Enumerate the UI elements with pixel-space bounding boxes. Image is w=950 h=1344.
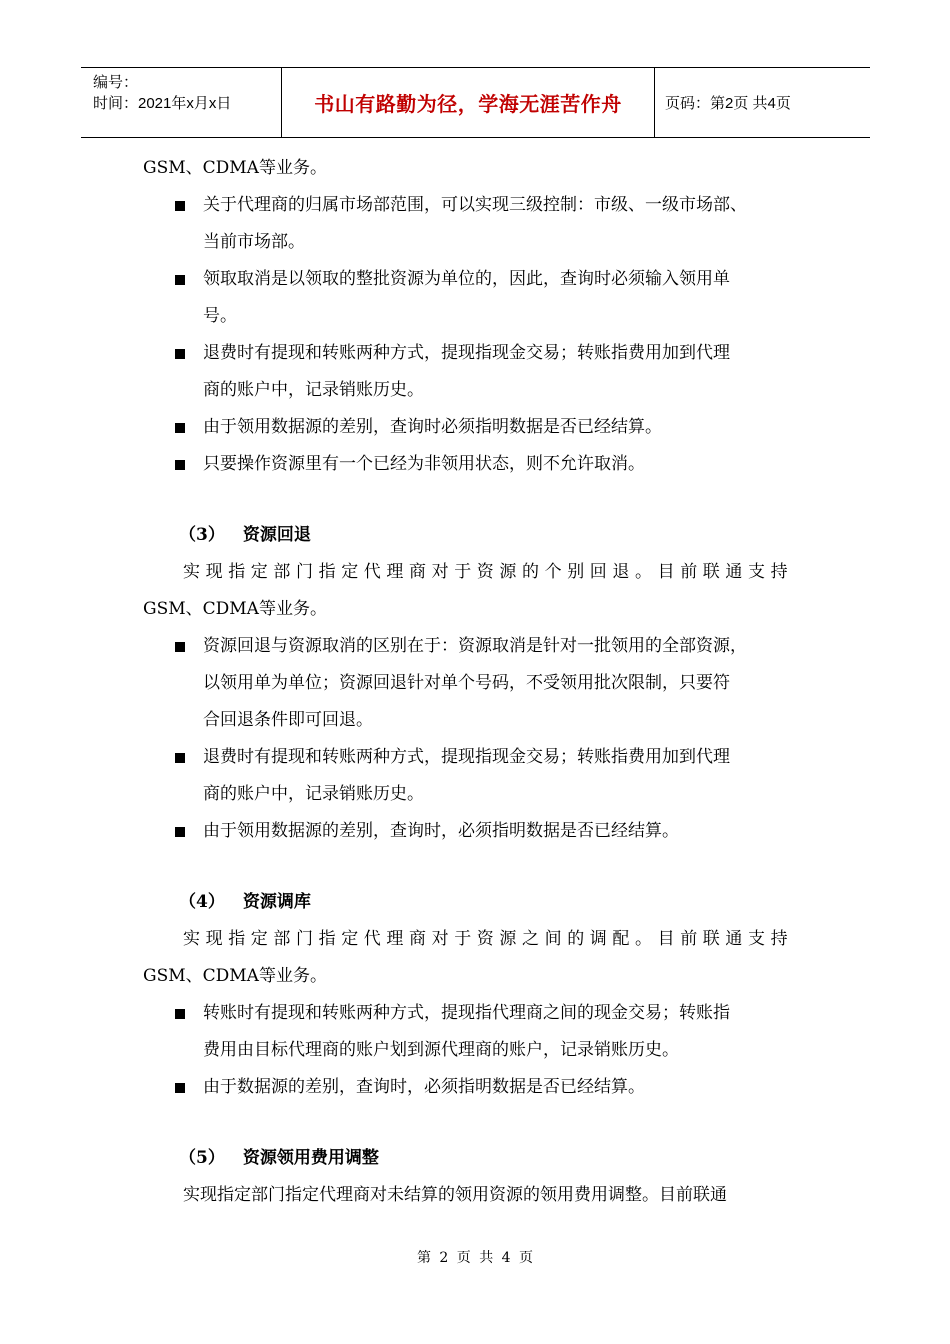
paragraph: GSM、CDMA等业务。 (143, 966, 327, 986)
page-footer: 第 2 页 共 4 页 (416, 1250, 534, 1266)
list-item: 由于领用数据源的差别，查询时必须指明数据是否已经结算。 (143, 409, 823, 446)
square-bullet-icon (175, 423, 185, 433)
list-item: 由于数据源的差别，查询时，必须指明数据是否已经结算。 (143, 1069, 823, 1106)
time-label: 时间：2021年x月x日 (93, 95, 232, 112)
header-left-cell (81, 68, 282, 137)
section-heading: （4） 资源调库 (179, 892, 311, 912)
header-motto: 书山有路勤为径，学海无涯苦作舟 (282, 68, 655, 137)
list-item: 由于领用数据源的差别，查询时，必须指明数据是否已经结算。 (143, 813, 823, 850)
list-item: 只要操作资源里有一个已经为非领用状态，则不允许取消。 (143, 446, 823, 483)
list-item: 转账时有提现和转账两种方式，提现指代理商之间的现金交易；转账指 费用由目标代理商的账户划到源代理商的账户，记录销账历史。 (143, 995, 823, 1069)
paragraph: 实现指定部门指定代理商对未结算的领用资源的领用费用调整。目前联通 (183, 1185, 727, 1205)
list-item: 退费时有提现和转账两种方式，提现指现金交易；转账指费用加到代理 商的账户中，记录销账历史。 (143, 739, 823, 813)
list-item: 退费时有提现和转账两种方式，提现指现金交易；转账指费用加到代理 商的账户中，记录销账历史。 (143, 335, 823, 409)
list-item: 关于代理商的归属市场部范围，可以实现三级控制：市级、一级市场部、 当前市场部。 (143, 187, 823, 261)
list-item: 领取取消是以领取的整批资源为单位的，因此，查询时必须输入领用单 号。 (143, 261, 823, 335)
document-body (143, 150, 823, 1214)
square-bullet-icon (175, 275, 185, 285)
square-bullet-icon (175, 1009, 185, 1019)
square-bullet-icon (175, 642, 185, 652)
section-heading: （3） 资源回退 (179, 525, 311, 545)
paragraph: 实现指定部门指定代理商对于资源之间的调配。目前联通支持 (183, 929, 794, 949)
square-bullet-icon (175, 201, 185, 211)
page-header (81, 67, 870, 138)
square-bullet-icon (175, 460, 185, 470)
section-heading: （5） 资源领用费用调整 (179, 1148, 379, 1168)
number-label: 编号： (93, 74, 139, 91)
paragraph: GSM、CDMA等业务。 (143, 158, 327, 178)
square-bullet-icon (175, 827, 185, 837)
square-bullet-icon (175, 753, 185, 763)
square-bullet-icon (175, 349, 185, 359)
list-item: 资源回退与资源取消的区别在于：资源取消是针对一批领用的全部资源， 以领用单为单位；资源回退针对单个号码，不受领用批次限制，只要符 合回退条件即可回退。 (143, 628, 823, 739)
paragraph: 实现指定部门指定代理商对于资源的个别回退。目前联通支持 (183, 562, 794, 582)
paragraph: GSM、CDMA等业务。 (143, 599, 327, 619)
header-page-info: 页码：第2页 共4页 (665, 95, 791, 112)
square-bullet-icon (175, 1083, 185, 1093)
